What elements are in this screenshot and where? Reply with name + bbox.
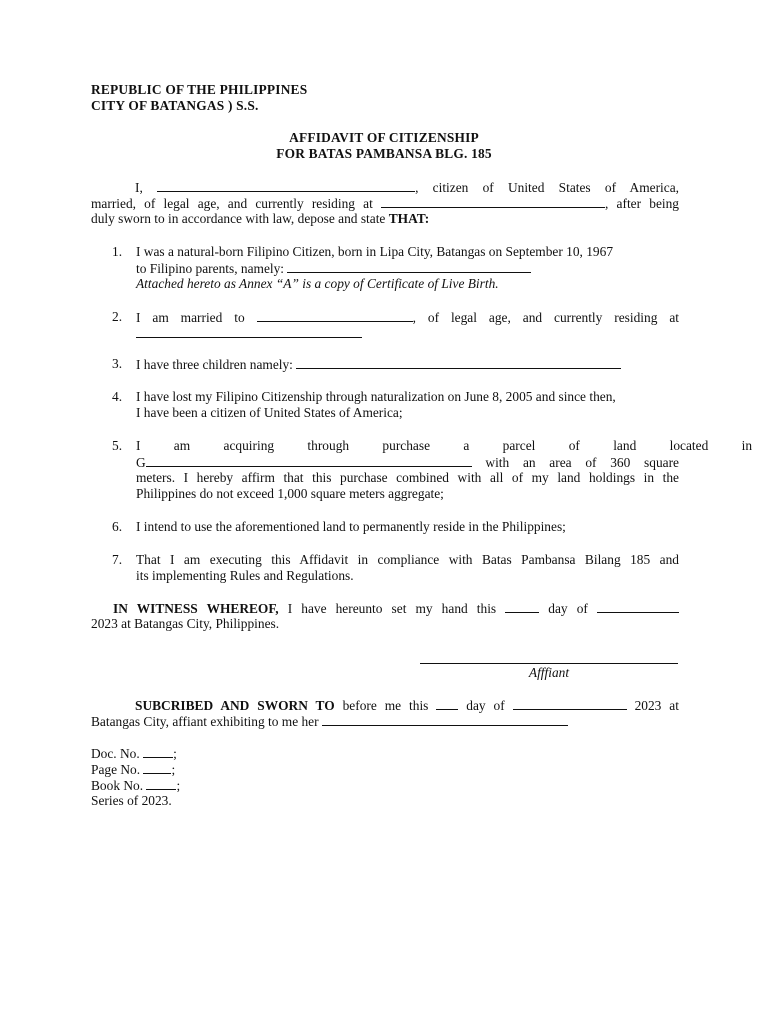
item-5-line3: meters. I hereby affirm that this purchase combined with all of my land holdings in the bbox=[136, 470, 679, 485]
sworn-bold: SUBCRIBED AND SWORN TO bbox=[135, 698, 335, 713]
doc-no-blank[interactable] bbox=[143, 745, 173, 758]
item-2-number: 2. bbox=[112, 309, 123, 324]
item-2-line1 bbox=[136, 309, 679, 326]
spouse-address-blank[interactable] bbox=[136, 325, 362, 338]
sworn-day-blank[interactable] bbox=[436, 697, 458, 710]
item-4-number: 4. bbox=[112, 389, 123, 404]
item-4-line1: I have lost my Filipino Citizenship through naturalization on June 8, 2005 and since then, bbox=[136, 389, 616, 404]
item-1-annex-note: Attached hereto as Annex “A” is a copy of Certificate of Live Birth. bbox=[136, 276, 499, 291]
sworn-month-blank[interactable] bbox=[513, 697, 627, 710]
header-republic: REPUBLIC OF THE PHILIPPINES bbox=[91, 82, 308, 97]
parents-names-blank[interactable] bbox=[287, 260, 531, 273]
page-no-semicolon: ; bbox=[171, 762, 176, 777]
notary-book-no bbox=[91, 777, 180, 794]
witness-day-blank[interactable] bbox=[505, 600, 539, 613]
land-location-blank[interactable] bbox=[146, 454, 472, 467]
affiant-address-blank[interactable] bbox=[381, 195, 605, 208]
witness-day-of: day of bbox=[548, 601, 588, 616]
title-line2: FOR BATAS PAMBANSA BLG. 185 bbox=[276, 146, 492, 161]
item-3-line1 bbox=[136, 356, 679, 373]
intro-i: I, bbox=[135, 180, 143, 195]
intro-sworn: duly sworn to in accordance with law, depose and state bbox=[91, 211, 386, 226]
notary-page-no bbox=[91, 761, 175, 778]
book-no-semicolon: ; bbox=[176, 778, 181, 793]
item-5-number: 5. bbox=[112, 438, 123, 453]
witness-line2: 2023 at Batangas City, Philippines. bbox=[91, 616, 280, 631]
doc-no-label: Doc. No. bbox=[91, 746, 140, 761]
book-no-blank[interactable] bbox=[146, 777, 176, 790]
item-7-line1: That I am executing this Affidavit in compliance with Batas Pambansa Bilang 185 and bbox=[136, 552, 679, 567]
affiant-name-blank[interactable] bbox=[157, 179, 415, 192]
item-5-line2 bbox=[136, 454, 679, 471]
id-document-blank[interactable] bbox=[322, 713, 568, 726]
item-6-line1: I intend to use the aforementioned land to permanently reside in the Philippines; bbox=[136, 519, 566, 534]
sworn-before-me: before me this bbox=[342, 698, 429, 713]
item-4-line2: I have been a citizen of United States of America; bbox=[136, 405, 403, 420]
page-no-blank[interactable] bbox=[143, 761, 171, 774]
item-5-line4: Philippines do not exceed 1,000 square meters aggregate; bbox=[136, 486, 444, 501]
sworn-exhibiting: Batangas City, affiant exhibiting to me her bbox=[91, 714, 319, 729]
item-3-children-label: I have three children namely: bbox=[136, 357, 293, 372]
notary-doc-no bbox=[91, 745, 177, 762]
witness-hand: I have hereunto set my hand this bbox=[287, 601, 497, 616]
intro-line-2 bbox=[91, 195, 679, 212]
title-line1: AFFIDAVIT OF CITIZENSHIP bbox=[289, 130, 479, 145]
witness-bold: IN WITNESS WHEREOF, bbox=[113, 601, 279, 616]
item-5-location-prefix: G bbox=[136, 455, 146, 470]
item-3-number: 3. bbox=[112, 356, 123, 371]
notary-series: Series of 2023. bbox=[91, 793, 172, 808]
item-2-line2 bbox=[136, 325, 679, 342]
item-1-parents-label: to Filipino parents, namely: bbox=[136, 261, 285, 276]
intro-line-1 bbox=[91, 179, 679, 196]
intro-married: married, of legal age, and currently residing at bbox=[91, 196, 373, 211]
item-6-number: 6. bbox=[112, 519, 123, 534]
item-2-married-to: I am married to bbox=[136, 310, 245, 325]
intro-after: , after being bbox=[605, 196, 679, 211]
header-city: CITY OF BATANGAS ) S.S. bbox=[91, 98, 259, 113]
affiant-signature-line[interactable] bbox=[420, 663, 678, 664]
item-7-number: 7. bbox=[112, 552, 123, 567]
intro-that: THAT: bbox=[388, 211, 430, 226]
intro-citizen: , citizen of United States of America, bbox=[415, 180, 679, 195]
sworn-day-of: day of bbox=[466, 698, 505, 713]
witness-month-blank[interactable] bbox=[597, 600, 679, 613]
item-2-residing: , of legal age, and currently residing at bbox=[412, 310, 679, 325]
item-5-area: with an area of 360 square bbox=[485, 455, 679, 470]
intro-line-3 bbox=[91, 211, 429, 227]
item-7-line2: its implementing Rules and Regulations. bbox=[136, 568, 354, 583]
sworn-line2 bbox=[91, 713, 568, 730]
doc-no-semicolon: ; bbox=[173, 746, 177, 761]
item-1-line2 bbox=[136, 260, 679, 277]
sworn-year: 2023 at bbox=[634, 698, 679, 713]
item-1-number: 1. bbox=[112, 244, 123, 259]
affiant-label: Afffiant bbox=[528, 665, 570, 680]
children-names-blank[interactable] bbox=[296, 356, 621, 369]
item-5-line1: I am acquiring through purchase a parcel of land located in bbox=[136, 438, 753, 453]
sworn-line1 bbox=[91, 697, 679, 714]
spouse-name-blank[interactable] bbox=[257, 309, 413, 322]
book-no-label: Book No. bbox=[91, 778, 144, 793]
witness-line1 bbox=[91, 600, 679, 617]
page-no-label: Page No. bbox=[91, 762, 141, 777]
item-1-line1: I was a natural-born Filipino Citizen, born in Lipa City, Batangas on September 10, 1967 bbox=[136, 244, 614, 259]
